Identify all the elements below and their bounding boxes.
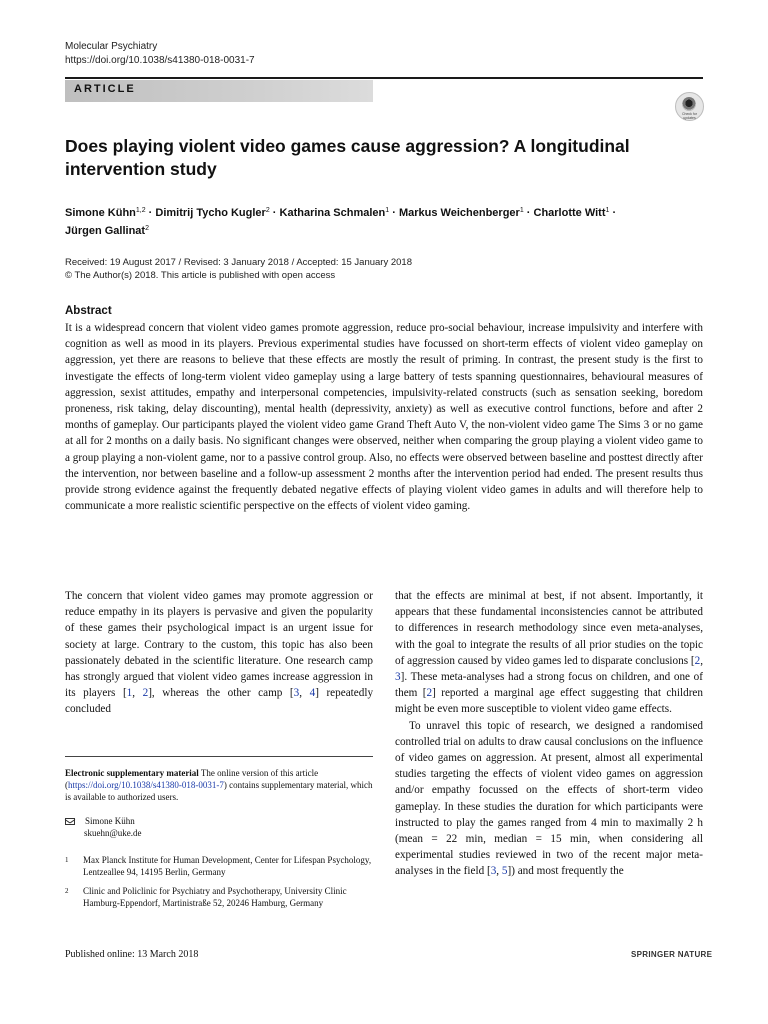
abstract-text: It is a widespread concern that violent video games promote aggression, reduce pro-social behaviour, increase impulsivity and interfere with cognition as well as mood in its players. Previous experimental studies have focussed on short-term effects of violent video gameplay on aggression, yet there are reasons to believe that these effects are mostly the result of priming. In contrast, the present study is the first to investigate the effects of long-term violent video gameplay using a large battery of tests spanning questionnaires, behavioural measures of aggression, sexist attitudes, empathy and interpersonal competencies, impulsivity-related constructs (such as sensation seeking, boredom proneness, risk taking, delay discounting), mental health (depressivity, anxiety) as well as executive control functions, before and after 2 months of gameplay. Our participants played the violent video game Grand Theft Auto V, the non-violent video game The Sims 3 or no game at all for 2 months on a daily basis. No significant changes were observed, neither when comparing the group playing a violent video game to a group playing a non-violent game, nor to a passive control group. Also, no effects were observed between baseline and posttest directly after the intervention, nor between baseline and a follow-up assessment 2 months after the intervention period had ended. The present results thus provide strong evidence against the frequently debated negative effects of playing violent video games in adults and will therefore help to communicate a more realistic scientific perspective on the effects of violent video gaming. [65, 322, 703, 513]
journal-name: Molecular Psychiatry [65, 41, 158, 52]
author-name[interactable]: Markus Weichenberger [398, 207, 520, 219]
affiliation-1 [65, 854, 375, 878]
body-column-left [65, 588, 373, 718]
footnote-divider [65, 756, 373, 757]
body-paragraph [395, 588, 703, 718]
author-name[interactable]: Dimitrij Tycho Kugler [155, 207, 266, 219]
citation-link[interactable]: 3 [490, 865, 497, 878]
supplementary-label: Electronic supplementary material [65, 768, 199, 778]
body-column-right [395, 588, 703, 880]
body-text: ] reported a marginal age effect suggesting that children might be even more susceptible to violent video game effects. [395, 687, 703, 716]
author-affiliation: 1 [385, 207, 390, 214]
affiliation-text: Max Planck Institute for Human Development, Center for Lifespan Psychology, Lentzeallee 94, 14195 Berlin, Germany [83, 855, 372, 878]
body-text: ]. These meta-analyses had a strong focus on children, and one of them [ [395, 671, 703, 700]
article-type-label: ARTICLE [74, 83, 136, 95]
citation-separator: , [700, 654, 703, 667]
published-date: Published online: 13 March 2018 [65, 949, 199, 960]
author-name[interactable]: Charlotte Witt [533, 207, 606, 219]
citation-link[interactable]: 3 [293, 687, 300, 700]
citation-link[interactable]: 2 [694, 654, 701, 667]
author-separator: · [523, 207, 534, 219]
affiliation-text: Clinic and Policlinic for Psychiatry and Psychotherapy, University Clinic Hamburg-Eppendorf, Martinistraße 52, 20246 Hamburg, Germany [83, 886, 347, 909]
citation-link[interactable]: 2 [426, 687, 433, 700]
corresponding-author [65, 815, 142, 839]
license-statement: © The Author(s) 2018. This article is published with open access [65, 270, 336, 281]
author-list [65, 203, 705, 239]
check-updates-badge-icon [682, 97, 696, 111]
publisher-logo: SPRINGER NATURE [631, 950, 713, 959]
author-affiliation: 1 [605, 207, 610, 214]
author-separator: · [145, 207, 156, 219]
check-for-updates-icon[interactable] [675, 92, 704, 121]
history-dates: Received: 19 August 2017 / Revised: 3 January 2018 / Accepted: 15 January 2018 [65, 257, 412, 268]
author-affiliation: 1 [519, 207, 524, 214]
citation-link[interactable]: 2 [142, 687, 149, 700]
author-separator: · [269, 207, 280, 219]
body-paragraph [395, 718, 703, 880]
author-separator: · [389, 207, 399, 219]
header-rule [65, 77, 703, 79]
author-affiliation: 2 [265, 207, 270, 214]
body-text: that the effects are minimal at best, if not absent. Importantly, it appears that these fundamental inconsistencies cannot be attributed to differences in research methodology since even meta-analyses, with the goal to integrate the results of all prior studies on the topic of aggression caused by video games led to disparate conclusions [ [395, 590, 703, 667]
author-name[interactable]: Simone Kühn [65, 207, 136, 219]
mail-icon [65, 818, 75, 825]
body-text: ]) and most frequently the [507, 865, 624, 878]
affiliation-2 [65, 885, 375, 909]
author-separator: · [609, 207, 617, 219]
abstract-heading: Abstract [65, 305, 112, 317]
body-text: The concern that violent video games may promote aggression or reduce empathy in its players is pervasive and given the popularity of these games their psychological impact is an urgent issue for society at large. Contrary to the custom, this topic has also been passionately debated in the scientific literature. One research camp has strongly argued that violent video games increase aggression in its players [ [65, 590, 373, 700]
author-name[interactable]: Jürgen Gallinat [65, 225, 146, 237]
body-paragraph [65, 588, 373, 718]
body-text: To unravel this topic of research, we designed a randomised controlled trial on adults to draw causal conclusions on the influence of video games on aggression. At present, almost all experimental studies targeting the effects of violent video games on aggression and/or empathy focussed on the effects of short-term video gameplay. In these studies the duration for which participants were instructed to play the games ranged from 4 min to maximally 2 h (mean = 22 min, median = 15 min, when considering all experimental studies reviewed in two of the recent major meta-analyses in the field [ [395, 719, 703, 878]
author-name[interactable]: Katharina Schmalen [279, 207, 386, 219]
supplementary-link[interactable]: https://doi.org/10.1038/s41380-018-0031-7 [68, 780, 224, 791]
body-text: ] repeatedly concluded [65, 687, 374, 716]
corresponding-name: Simone Kühn [85, 816, 135, 826]
supplementary-text: ) contains supplementary material, which is available to authorized users. [65, 780, 373, 803]
citation-link[interactable]: 4 [309, 687, 316, 700]
citation-separator: , [496, 865, 502, 878]
paper-title: Does playing violent video games cause aggression? A longitudinal intervention study [65, 136, 630, 179]
author-affiliation: 1,2 [135, 207, 146, 214]
article-doi[interactable]: https://doi.org/10.1038/s41380-018-0031-7 [65, 55, 255, 66]
supplementary-text: The online version of this article ( [65, 768, 319, 791]
supplementary-note [65, 767, 373, 804]
affiliation-number: 1 [65, 856, 69, 864]
affiliation-number: 2 [65, 887, 69, 895]
body-text: ], whereas the other camp [ [148, 687, 294, 700]
citation-link[interactable]: 3 [395, 671, 401, 684]
citation-link[interactable]: 1 [126, 687, 133, 700]
check-updates-caption: Check for updates [682, 112, 697, 120]
author-affiliation: 2 [145, 225, 149, 232]
corresponding-email[interactable]: skuehn@uke.de [84, 828, 142, 839]
citation-separator: , [132, 687, 143, 700]
citation-separator: , [299, 687, 310, 700]
citation-link[interactable]: 5 [501, 865, 508, 878]
